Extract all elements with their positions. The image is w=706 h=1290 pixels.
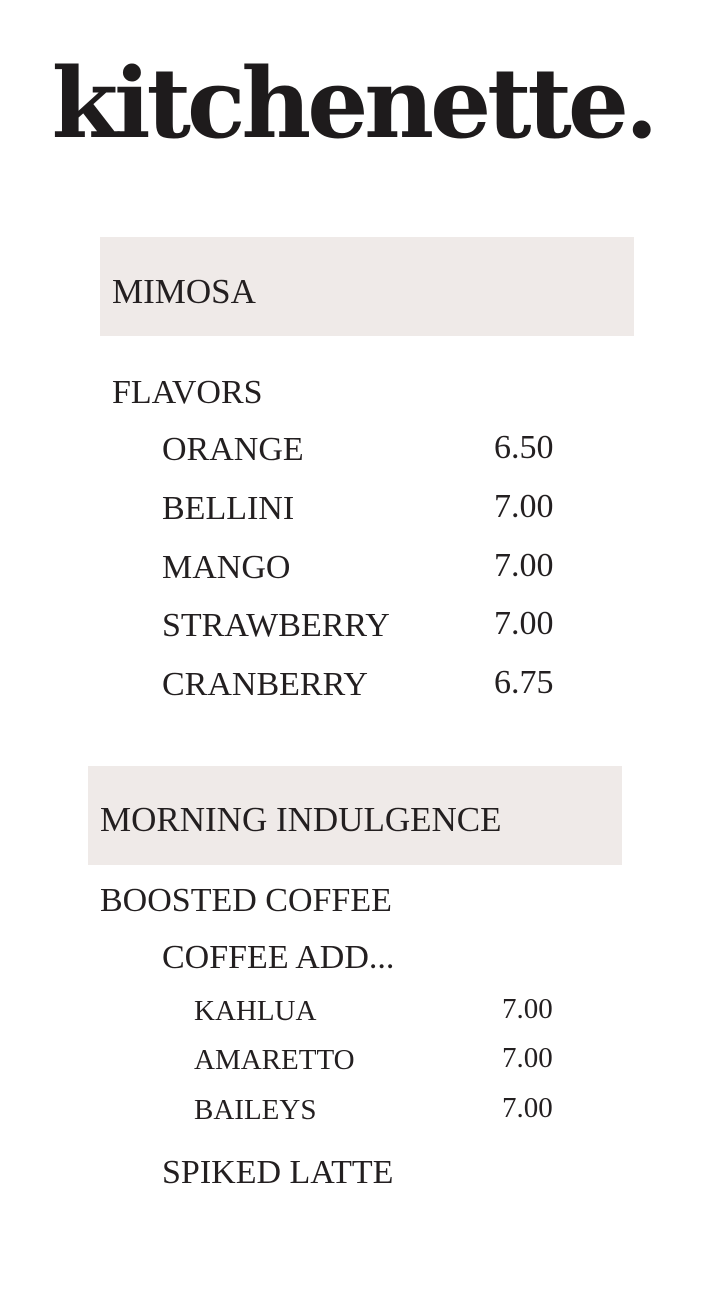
menu-item-name: CRANBERRY [162,666,368,703]
menu-item-spiked-latte: SPIKED LATTE [162,1154,394,1191]
menu-item-price: 7.00 [502,1092,553,1124]
sub-label-coffee-add: COFFEE ADD... [162,939,395,976]
section-title-morning-indulgence: MORNING INDULGENCE [100,800,502,839]
menu-item-name: KAHLUA [194,995,317,1027]
menu-item-price: 6.75 [494,664,554,701]
menu-item-name: BAILEYS [194,1094,317,1126]
menu-item-price: 7.00 [502,1042,553,1074]
menu-item-name: BELLINI [162,490,295,527]
menu-item-name: STRAWBERRY [162,607,390,644]
brand-logo: kitchenette. [51,47,655,160]
menu-item-price: 7.00 [494,605,554,642]
menu-item-name: MANGO [162,549,291,586]
menu-item-price: 7.00 [494,547,554,584]
menu-item-price: 6.50 [494,429,554,466]
menu-item-name: AMARETTO [194,1044,355,1076]
group-label-boosted-coffee: BOOSTED COFFEE [100,882,392,919]
menu-item-name: ORANGE [162,431,304,468]
menu-item-price: 7.00 [494,488,554,525]
group-label-flavors: FLAVORS [112,374,263,411]
menu-item-price: 7.00 [502,993,553,1025]
section-title-mimosa: MIMOSA [112,272,256,311]
